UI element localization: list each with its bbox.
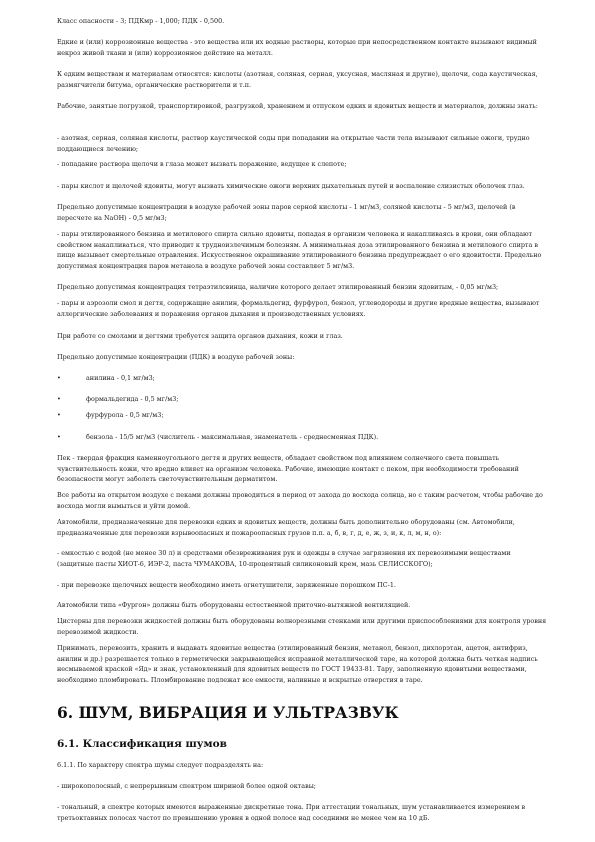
- bullet-item-formaldehyde: формальдегида - 0,5 мг/м3;: [86, 395, 179, 403]
- section-heading: 6. ШУМ, ВИБРАЦИЯ И УЛЬТРАЗВУК: [57, 703, 399, 722]
- subsection-heading: 6.1. Классификация шумов: [57, 738, 227, 750]
- paragraph-tankers: Цистерны для перевозки жидкостей должны быть оборудованы волнорезными стенками или другими приспособлениями для контроля уровня перевозимой жидкости.: [57, 617, 547, 636]
- paragraph-workers-must-know: Рабочие, занятые погрузкой, транспортировкой, разгрузкой, хранением и отпуском едких и ядовитых веществ и материалов, должны знать:: [57, 102, 538, 110]
- paragraph-outdoor-work: Все работы на открытом воздухе с пеками должны проводиться в период от захода до восхода солнца, но с таким расчетом, чтобы рабочие до восхода могли вымыться и уйти домой.: [57, 491, 543, 510]
- paragraph-noise-spectrum: 6.1.1. По характеру спектра шумы следует подразделять на:: [57, 761, 264, 769]
- paragraph-tetraethyl-lead: Предельно допустимая концентрация тетраэтилсвинца, наличие которого делает этилированный бензин ядовитым, - 0,05 мг/м3;: [57, 283, 499, 291]
- paragraph-corrosive-definition: Едкие и (или) коррозионные вещества - это вещества или их водные растворы, которые при непосредственном контакте вызывают видимый некроз живой ткани и (или) коррозионное действие на металл.: [57, 38, 537, 57]
- bullet-item-furfural: фурфурола - 0,5 мг/м3;: [86, 411, 164, 419]
- paragraph-acid-mac: Предельно допустимые концентрации в воздухе рабочей зоны паров серной кислоты - 1 мг/м3, соляной кислоты - 5 мг/м3, щелочей (в пересчете на NaOH) - 0,5 мг/м3;: [57, 203, 516, 222]
- paragraph-hazard-class: Класс опасности - 3; ПДКмр - 1,000; ПДК - 0,500.: [57, 17, 225, 25]
- paragraph-resin-vapors: - пары и аэрозоли смол и дегтя, содержащие анилин, формальдегид, фурфурол, бензол, углеводороды и другие вредные вещества, вызывают аллергические заболевания и поражения органов дыхания и производственных условиях.: [57, 299, 540, 318]
- paragraph-van-ventilation: Автомобили типа «Фургон» должны быть оборудованы естественной приточно-вытяжной вентиляцией.: [57, 601, 411, 609]
- paragraph-mac-heading: Предельно допустимые концентрации (ПДК) в воздухе рабочей зоны:: [57, 353, 295, 361]
- paragraph-acid-burns: - азотная, серная, соляная кислоты, раствор каустической соды при попадании на открытые части тела вызывают сильные ожоги, трудно поддающиеся лечению;: [57, 134, 530, 153]
- paragraph-pitch: Пек - твердая фракция каменноугольного дегтя и других веществ, обладает свойством под влиянием солнечного света повышать чувствительность кожи, что вредно влияет на организм человека. Рабочие, имеющие контакт с пеком, при необходимости требований безопасности могут заболеть светочувствительным дерматитом.: [57, 454, 519, 483]
- paragraph-broadband: - широкополосный, с непрерывным спектром шириной более одной октавы;: [57, 782, 316, 790]
- bullet-marker: •: [57, 374, 61, 382]
- paragraph-vapors-toxic: - пары кислот и щелочей ядовиты, могут вызвать химические ожоги верхних дыхательных путей и воспаление слизистых оболочек глаз.: [57, 182, 525, 190]
- paragraph-resin-protection: При работе со смолами и дегтями требуется защита органов дыхания, кожи и глаз.: [57, 332, 343, 340]
- bullet-marker: •: [57, 395, 61, 403]
- paragraph-extinguishers: - при перевозке щелочных веществ необходимо иметь огнетушители, заряженные порошком ПС-1.: [57, 581, 396, 589]
- bullet-item-aniline: анилина - 0,1 мг/м3;: [86, 374, 155, 382]
- bullet-marker: •: [57, 433, 61, 441]
- paragraph-vehicles: Автомобили, предназначенные для перевозки едких и ядовитых веществ, должны быть дополнительно оборудованы (см. Автомобили, предназначенные для перевозки взрывоопасных и пожароопасных грузов п.п. а, б, в, г, д, е, ж, з, и, к, л, м, н, о):: [57, 518, 515, 537]
- paragraph-tonal: - тональный, в спектре которых имеются выраженные дискретные тона. При аттестации тональных, шум устанавливается измерением в третьоктавных полосах частот по превышению уровня в одной полосе над соседними не менее чем на 10 дБ.: [57, 803, 526, 822]
- bullet-item-benzene: бензола - 15/5 мг/м3 (числитель - максимальная, знаменатель - среднесменная ПДК).: [86, 433, 379, 441]
- paragraph-corrosive-list: К едким веществам и материалам относятся: кислоты (азотная, соляная, серная, уксусная, масляная и другие), щелочи, сода каустическая, размягчители битума, органические растворители и т.п.: [57, 70, 538, 89]
- paragraph-toxic-storage: Принимать, перевозить, хранить и выдавать ядовитые вещества (этилированный бензин, метанол, бензол, дихлорэтан, ацетон, антифриз, анилин и др.) разрешается только в герметически закрывающейся исправной металлической таре, на которой должна быть четкая надпись несмываемой краской «Яд» и знак, установленный для ядовитых веществ по ГОСТ 19433-81. Тару, заполненную ядовитыми веществами, необходимо пломбировать. Пломбирование подлежат все емкости, наливные и вскрытые отверстия в таре.: [57, 644, 538, 684]
- paragraph-water-tank: - емкостью с водой (не менее 30 л) и средствами обезвреживания рук и одежды в случае загрязнения их перевозимыми веществами (защитные пасты ХИОТ-6, ИЭР-2, паста ЧУМАКОВА, 10-процентный силиконовый крем, мазь СЕЛИССКОГО);: [57, 549, 511, 568]
- bullet-marker: •: [57, 411, 61, 419]
- paragraph-alkali-eyes: - попадание раствора щелочи в глаза может вызвать поражение, ведущее к слепоте;: [57, 160, 347, 168]
- paragraph-leaded-gasoline: - пары этилированного бензина и метилового спирта сильно ядовиты, попадая в организм человека и накапливаясь в крови, они обладают свойством накапливаться, что приводит к трудноизлечимым болезням. А минимальная доза этилированного бензина и метилового спирта в пище вызывает смертельные отравления. Искусственное окрашивание этилированного бензина предупреждает о его ядовитости. Предельно допустимая концентрация паров метанола в воздухе рабочей зоны составляет 5 мг/м3.: [57, 230, 542, 270]
